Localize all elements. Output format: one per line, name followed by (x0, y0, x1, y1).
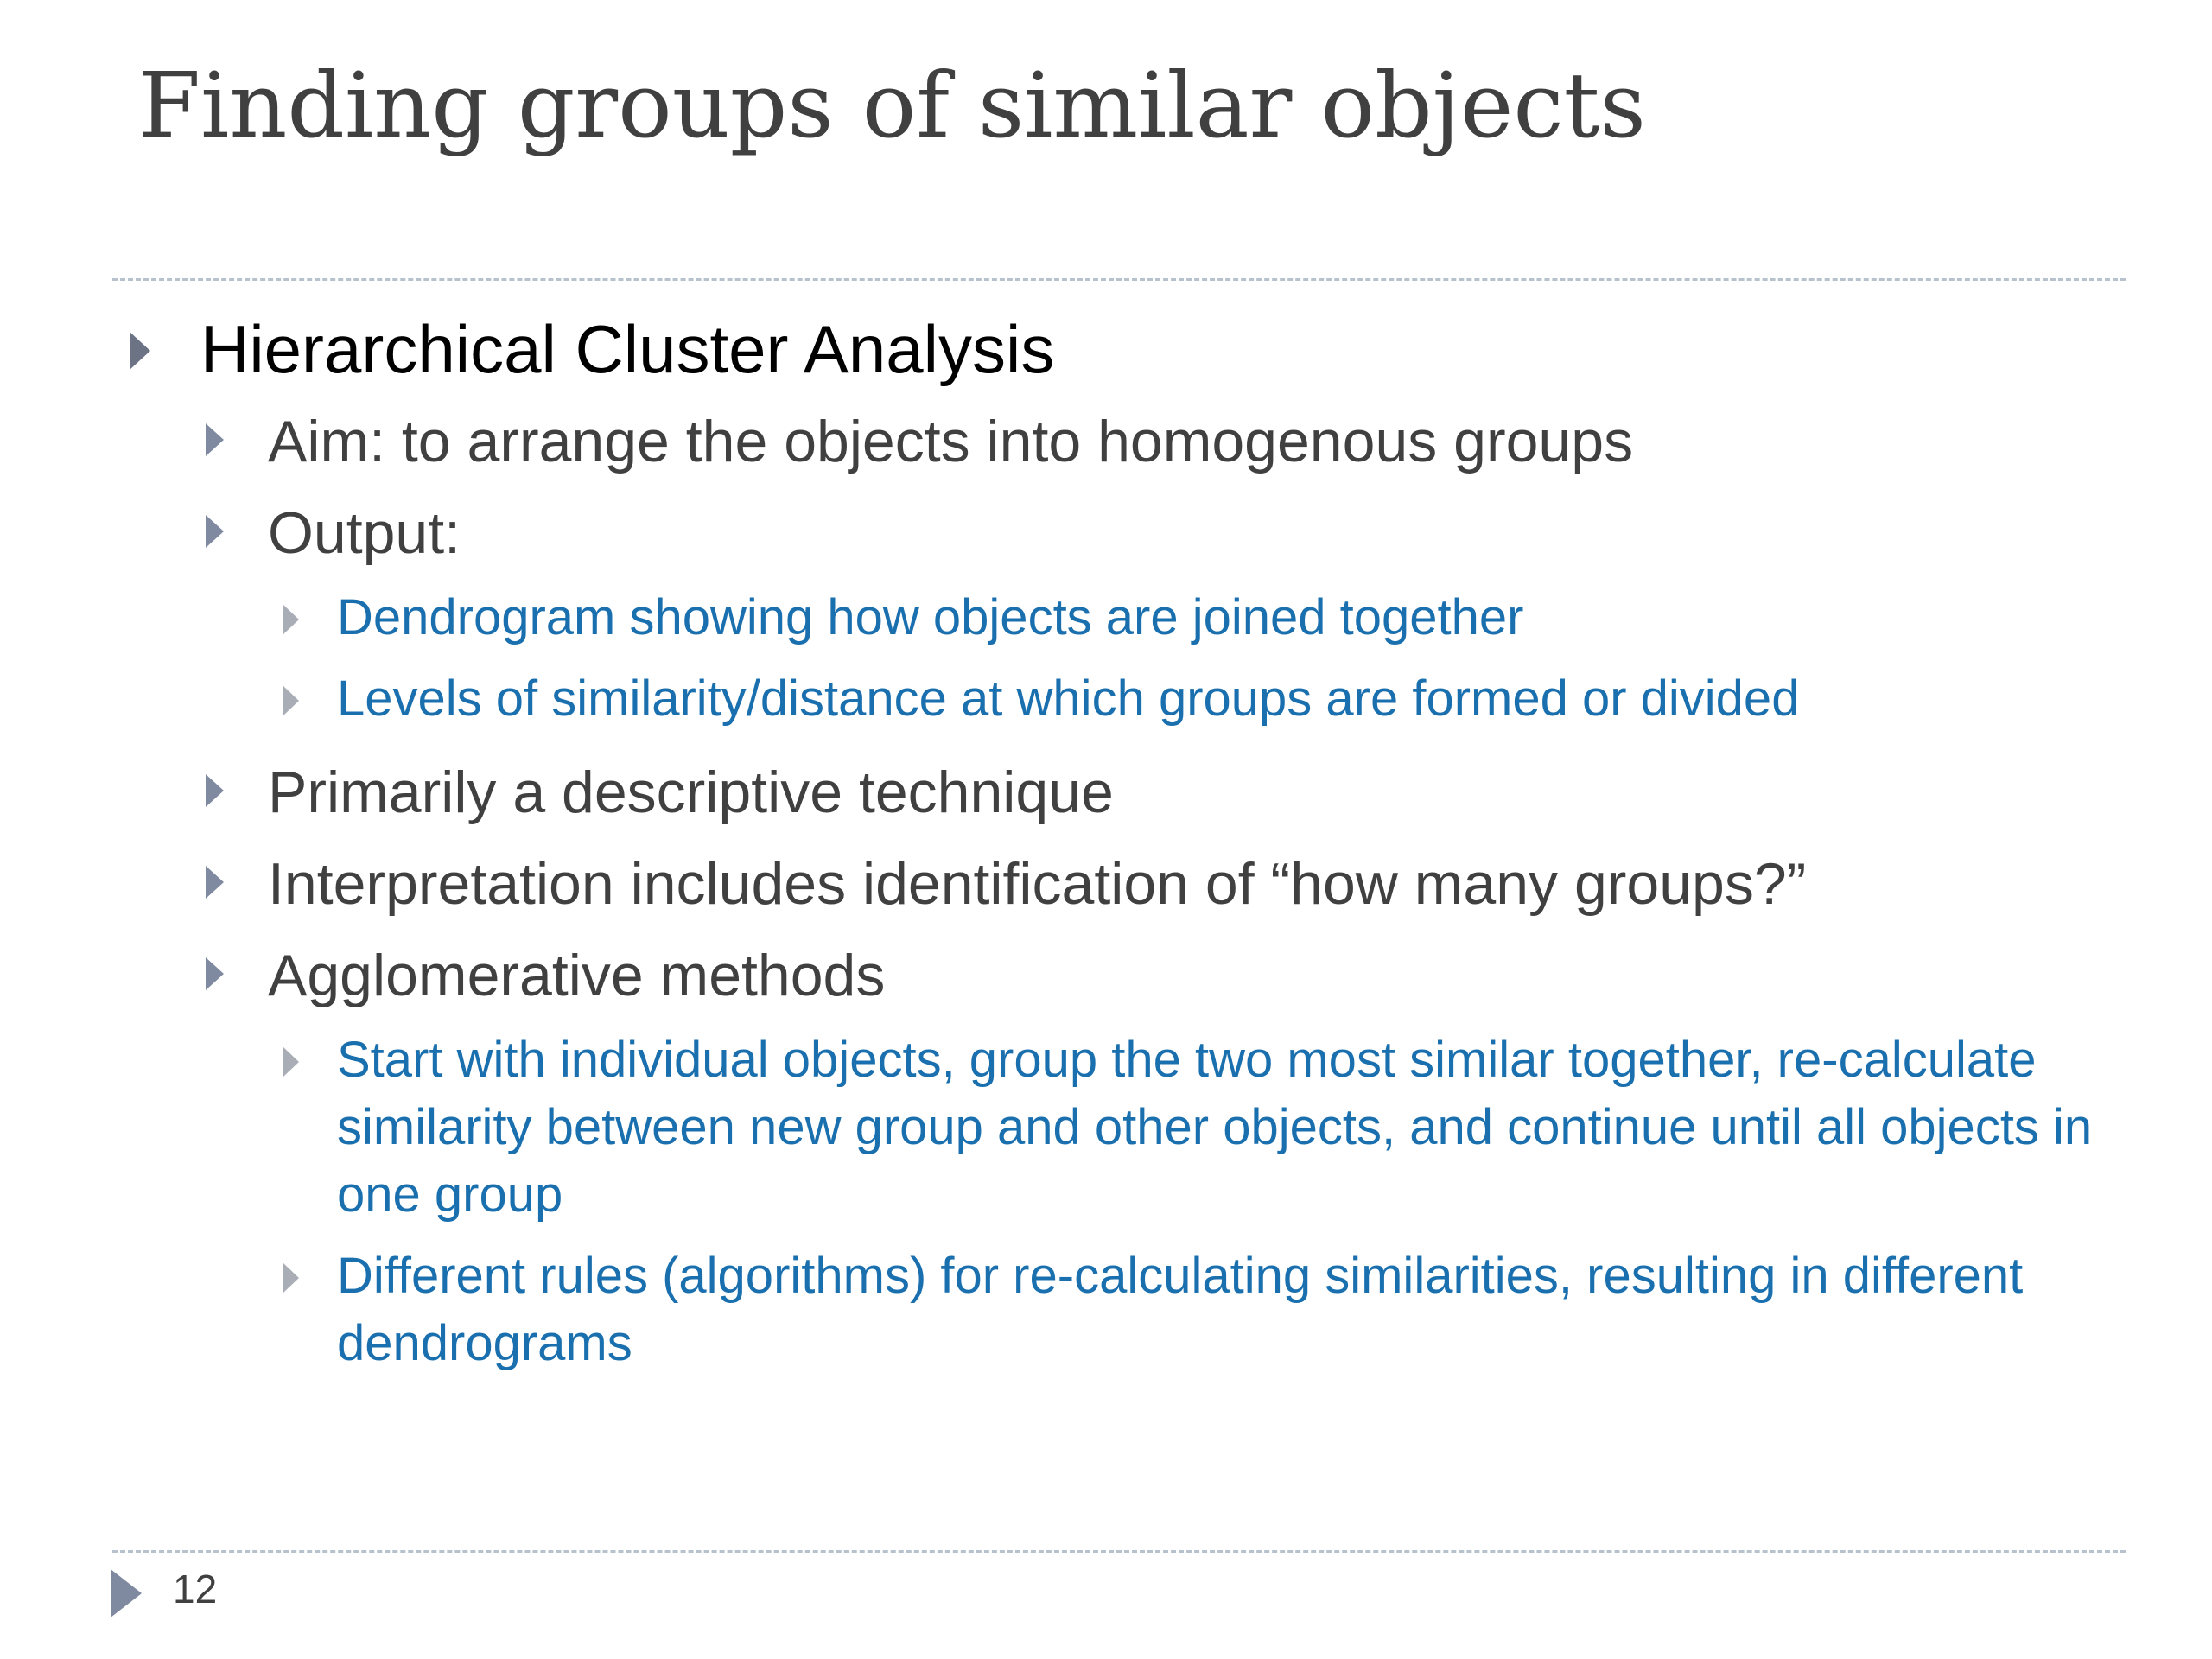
bullet-text: Start with individual objects, group the two most similar together, re-calculate similarity between new group and other objects, and continue until all objects in one group (337, 1032, 2093, 1223)
bullet-output-dendrogram (283, 584, 2117, 652)
top-divider (112, 278, 2126, 281)
bullet-hierarchical-cluster-analysis (130, 302, 2117, 396)
bullet-text: Hierarchical Cluster Analysis (200, 311, 1055, 387)
triangle-right-icon (206, 957, 224, 990)
bullet-agglomerative-start (283, 1027, 2117, 1229)
bullet-aim (206, 396, 2117, 487)
triangle-right-icon (206, 774, 224, 807)
bullet-output (206, 487, 2117, 579)
page-number: 12 (173, 1567, 218, 1611)
bullet-output-levels (283, 665, 2117, 733)
triangle-right-icon (206, 515, 224, 548)
bullet-text: Output: (268, 500, 461, 566)
triangle-right-icon (111, 1569, 142, 1618)
bullet-text: Dendrogram showing how objects are joined together (337, 589, 1524, 645)
bullet-descriptive (206, 747, 2117, 838)
triangle-right-icon (283, 686, 299, 715)
bullet-interpretation (206, 838, 2117, 930)
triangle-right-icon (130, 332, 150, 370)
bullet-text: Agglomerative methods (268, 943, 886, 1008)
bottom-divider (112, 1550, 2126, 1553)
bullet-text: Interpretation includes identification of “how many groups?” (268, 851, 1807, 917)
slide-title: Finding groups of similar objects (138, 53, 1646, 158)
triangle-right-icon (206, 423, 224, 456)
bullet-text: Different rules (algorithms) for re-calculating similarities, resulting in different dendrograms (337, 1248, 2024, 1371)
triangle-right-icon (206, 866, 224, 899)
bullet-list (130, 302, 2117, 1391)
triangle-right-icon (283, 1047, 299, 1077)
bullet-text: Aim: to arrange the objects into homogenous groups (268, 409, 1634, 474)
triangle-right-icon (283, 1263, 299, 1293)
bullet-text: Levels of similarity/distance at which groups are formed or divided (337, 671, 1800, 727)
triangle-right-icon (283, 605, 299, 634)
bullet-text: Primarily a descriptive technique (268, 760, 1114, 825)
bullet-agglomerative (206, 930, 2117, 1021)
bullet-agglomerative-rules (283, 1243, 2117, 1377)
